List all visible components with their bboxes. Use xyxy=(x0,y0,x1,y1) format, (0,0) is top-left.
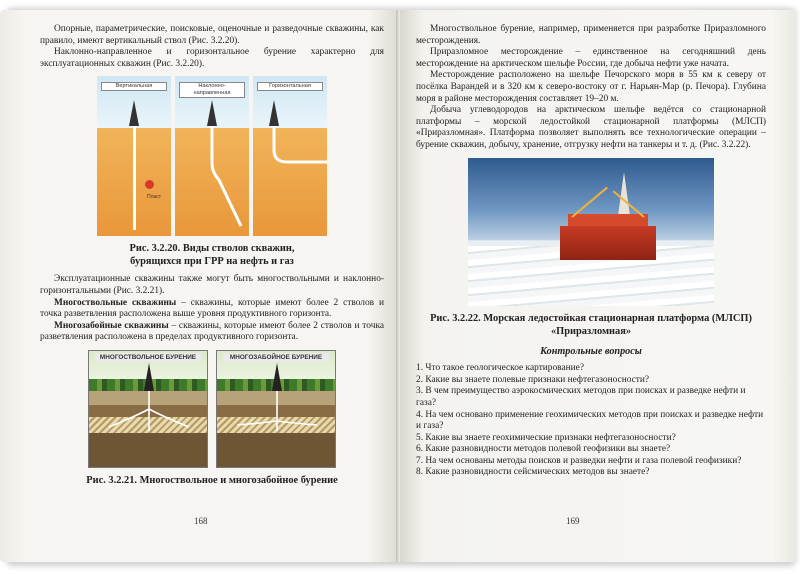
multi-bore-term: Многоствольные скважины xyxy=(54,297,177,308)
questions-title: Контрольные вопросы xyxy=(540,345,642,357)
horizontal-path xyxy=(253,76,327,236)
questions-list xyxy=(416,363,766,479)
right-paragraph-3: Месторождение расположено на шельфе Печорского моря в 55 км к северу от посёлка Варандей и в 320 км к северо-востоку от г. Нарьян-Мар (р. Печора). Глубина моря в районе месторождения составляет 19–20 м. xyxy=(416,70,766,104)
panel-multi-face xyxy=(216,350,336,468)
page-number-left: 168 xyxy=(194,516,208,527)
label-directional: Наклонно-направленная xyxy=(179,82,245,98)
right-paragraph-2: Приразломное месторождение – единственное на сегодняшний день месторождение на арктическом шельфе России, где добыча нефти уже начата. xyxy=(416,47,766,69)
left-paragraph-2: Наклонно-направленное и горизонтальное бурение характерно для эксплуатационных скважин (Рис. 3.2.20). xyxy=(40,47,384,69)
question-item: 6. Какие разновидности методов полевой геофизики вы знаете? xyxy=(416,444,671,455)
left-paragraph-3: Эксплуатационные скважины также могут быть многоствольными и наклонно-горизонтальными (Рис. 3.2.21). xyxy=(40,274,384,296)
multi-face-definition xyxy=(40,321,384,344)
platform-photo xyxy=(468,158,714,306)
caption-line-2: бурящихся при ГРР на нефть и газ xyxy=(130,256,294,268)
panel-horizontal xyxy=(253,76,327,236)
question-item: 4. На чем основано применение геохимических методов при поисках и разведке нефти и газа? xyxy=(416,409,764,432)
multi-bore-definition xyxy=(40,298,384,321)
question-item: 8. Какие разновидности сейсмических методов вы знаете? xyxy=(416,467,650,478)
plast-label: Пласт xyxy=(147,194,162,201)
panel-multi-bore xyxy=(88,350,208,468)
title-multi-face: МНОГОЗАБОЙНОЕ БУРЕНИЕ xyxy=(223,353,329,362)
question-item: 5. Какие вы знаете геохимические признаки нефтегазоносности? xyxy=(416,432,676,443)
question-item: 7. На чем основаны методы поисков и разведки нефти и газа полевой геофизики? xyxy=(416,455,742,466)
platform-hull xyxy=(560,226,656,260)
caption-line-1: Рис. 3.2.20. Виды стволов скважин, xyxy=(129,243,295,255)
question-item: 1. Что такое геологическое картирование? xyxy=(416,363,585,374)
figure-multi-drilling xyxy=(88,350,336,468)
figure-3-2-20-caption xyxy=(40,242,384,268)
multi-face-text: – скважины, которые имеют более 2 стволов и точка разветвления расположена в пределах продуктивного горизонта. xyxy=(40,320,385,343)
page-number-right: 169 xyxy=(566,516,580,527)
right-paragraph-4: Добыча углеводородов на арктическом шельфе ведётся со стационарной платформы – морской ледостойкой стационарной платформы (МЛСП) «Приразломная». Платформа позволяет выполнять все технологические операции – бурение скважин, добычу, хранение, отгрузку нефти на танкеры и т. д. (Рис. 3.2.22). xyxy=(416,105,766,150)
question-item: 2. Какие вы знаете полевые признаки нефтегазоносности? xyxy=(416,374,650,385)
left-paragraph-1: Опорные, параметрические, поисковые, оценочные и разведочные скважины, как правило, имеют вертикальный ствол (Рис. 3.2.20). xyxy=(40,24,384,46)
directional-path xyxy=(175,76,249,236)
caption-line-1: Рис. 3.2.22. Морская ледостойкая стационарная платформа (МЛСП) xyxy=(430,312,752,324)
figure-3-2-21-caption: Рис. 3.2.21. Многоствольное и многозабойное бурение xyxy=(86,474,338,486)
multi-bore-text: – скважины, которые имеют более 2 стволов и точка разветвления расположена выше уровня продуктивного горизонта. xyxy=(40,297,385,320)
panel-directional xyxy=(175,76,249,236)
right-page xyxy=(400,10,796,562)
figure-3-2-22-caption xyxy=(416,312,766,338)
panel-vertical xyxy=(97,76,171,236)
label-vertical: Вертикальная xyxy=(101,82,167,91)
derrick-icon xyxy=(129,100,139,126)
caption-line-2: «Приразломная» xyxy=(550,325,632,337)
left-page xyxy=(0,10,400,562)
multi-face-paths xyxy=(217,351,336,468)
derrick-icon xyxy=(618,172,630,216)
title-multi-bore: МНОГОСТВОЛЬНОЕ БУРЕНИЕ xyxy=(95,353,201,362)
multi-bore-paths xyxy=(89,351,208,468)
label-horizontal: Горизонтальная xyxy=(257,82,323,91)
right-paragraph-1: Многоствольное бурение, например, применяется при разработке Приразломного месторождения. xyxy=(416,24,766,46)
multi-face-term: Многозабойные скважины xyxy=(54,320,169,331)
figure-well-types xyxy=(97,76,327,236)
question-item: 3. В чем преимущество аэрокосмических методов при поисках и разведке нефти и газа? xyxy=(416,386,746,408)
